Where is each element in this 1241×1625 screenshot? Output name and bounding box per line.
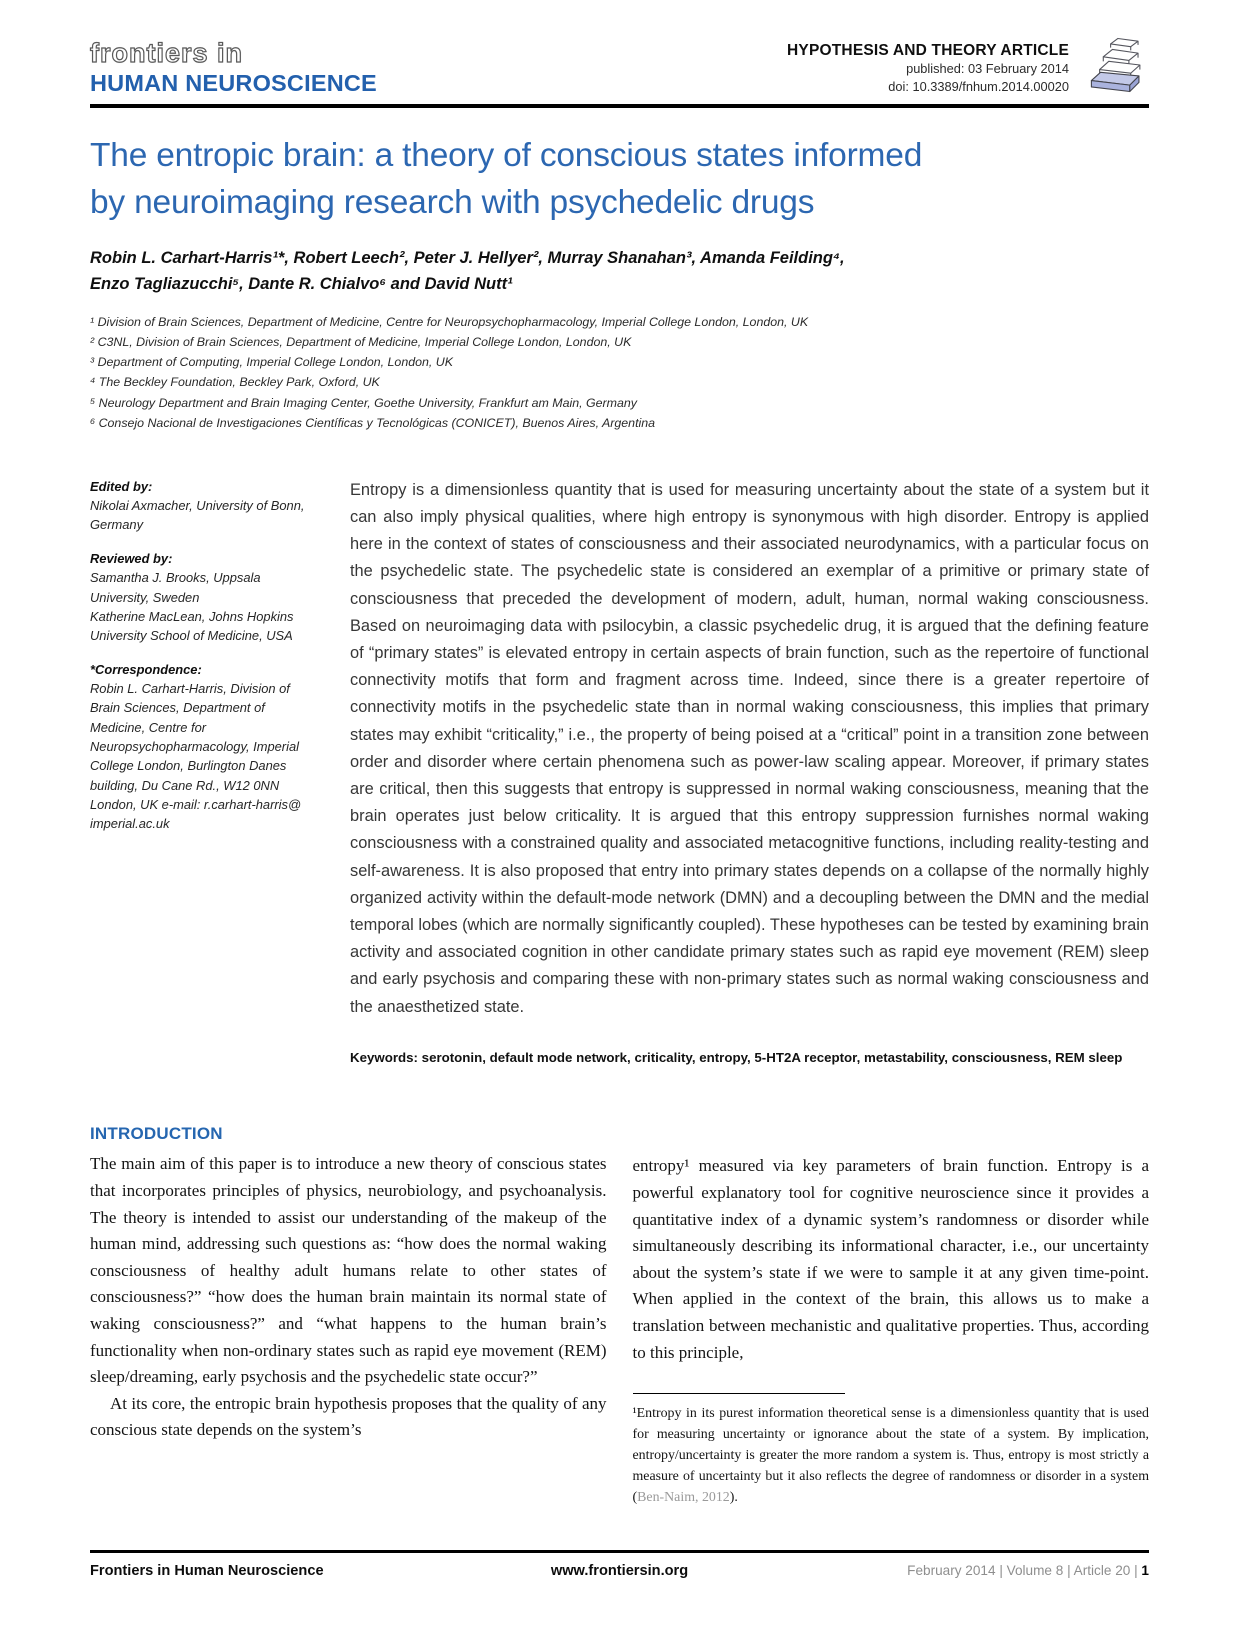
introduction-heading: INTRODUCTION (90, 1124, 223, 1144)
affiliation-line: ³ Department of Computing, Imperial College London, London, UK (90, 355, 453, 370)
edited-by-label: Edited by: (90, 478, 153, 494)
article-meta (787, 42, 1069, 96)
footnote-text (633, 1403, 1150, 1508)
journal-brand (90, 40, 377, 97)
edited-by-text: Nikolai Axmacher, University of Bonn, Germany (90, 498, 305, 533)
abstract-section (90, 477, 1149, 1069)
intro-right-column (633, 1124, 1150, 1508)
published-date: published: 03 February 2014 (906, 61, 1069, 76)
edited-by-block (90, 477, 312, 535)
intro-paragraph-2: At its core, the entropic brain hypothesis proposes that the quality of any conscious state depends on the system’s (90, 1393, 607, 1440)
frontiers-logo-icon (1085, 36, 1149, 94)
footnote-suffix: ). (729, 1490, 738, 1506)
intro-paragraph-1: The main aim of this paper is to introduce a new theory of conscious states that incorporates principles of physics, neurobiology, and psychoanalysis. The theory is intended to assist our understanding of the makeup of the human mind, addressing such questions as: “how does the normal waking consciousness of healthy adult humans relate to other states of consciousness?” “how does the human brain maintain its normal state of waking consciousness?” and “what happens to the human brain’s functionality when non-ordinary states such as rapid eye movement (REM) sleep/dreaming, early psychosis and the psychedelic state occur?” (90, 1154, 607, 1387)
intro-left-column (90, 1124, 607, 1508)
correspondence-text: Robin L. Carhart-Harris, Division of Brain Sciences, Department of Medicine, Centre for Neuropsychopharmacology, Imperial College London, Burlington Danes building, Du Cane Rd., W12 0NN London, UK e-mail: r.carhart-harris@ imperial.ac.uk (90, 680, 302, 832)
keywords-line: Keywords: serotonin, default mode network, criticality, entropy, 5-HT2A receptor, metastability, consciousness, REM sleep (350, 1049, 1123, 1065)
abstract-column (350, 477, 1149, 1069)
footnote-rule (633, 1393, 845, 1394)
article-type-label: HYPOTHESIS AND THEORY ARTICLE (787, 42, 1069, 59)
editorial-sidebar (90, 477, 312, 1069)
affiliations-list (90, 312, 1149, 433)
affiliation-line: ² C3NL, Division of Brain Sciences, Department of Medicine, Imperial College London, London, UK (90, 335, 632, 350)
footnote-block (633, 1393, 1150, 1508)
reviewed-by-label: Reviewed by: (90, 550, 173, 566)
brand-journal-name: HUMAN NEUROSCIENCE (90, 70, 377, 96)
affiliation-line: ¹ Division of Brain Sciences, Department of Medicine, Centre for Neuropsychopharmacology, Imperial College London, London, UK (90, 315, 809, 330)
header-rule (90, 104, 1149, 108)
footer-issue-info (725, 1563, 1149, 1578)
correspondence-block (90, 660, 312, 834)
reviewed-by-block (90, 549, 312, 646)
authors-line2: Enzo Tagliazucchi⁵, Dante R. Chialvo⁶ and David Nutt¹ (90, 274, 513, 293)
footer-page-number: 1 (1141, 1563, 1149, 1578)
correspondence-label: *Correspondence: (90, 661, 202, 677)
affiliation-line: ⁴ The Beckley Foundation, Beckley Park, Oxford, UK (90, 375, 380, 390)
doi-text: doi: 10.3389/fnhum.2014.00020 (888, 79, 1069, 95)
affiliation-line: ⁶ Consejo Nacional de Investigaciones Científicas y Tecnológicas (CONICET), Buenos Aires, Argentina (90, 415, 656, 430)
reviewer-entry: Katherine MacLean, Johns Hopkins University School of Medicine, USA (90, 608, 294, 644)
footnote-body: ¹Entropy in its purest information theoretical sense is a dimensionless quantity that is used for measuring uncertainty or ignorance about the state of a system. By implication, entropy/uncertainty is greater the more random a system is. Thus, entropy is most strictly a measure of uncertainty but it also reflects the degree of randomness or disorder in a system ( (632, 1406, 1149, 1506)
footer-website-link[interactable]: www.frontiersin.org (550, 1563, 689, 1579)
footer-issue-text: February 2014 | Volume 8 | Article 20 (907, 1563, 1131, 1578)
header-meta-block (787, 40, 1149, 96)
footer-separator: | (1130, 1563, 1142, 1578)
page-header (90, 40, 1149, 97)
affiliation-line: ⁵ Neurology Department and Brain Imaging Center, Goethe University, Frankfurt am Main, Germany (90, 395, 637, 410)
citation-link[interactable]: Ben-Naim, 2012 (637, 1490, 730, 1506)
article-title (90, 132, 1149, 226)
intro-paragraph-3: entropy¹ measured via key parameters of brain function. Entropy is a powerful explanatory tool for cognitive neuroscience since it provides a quantitative index of a dynamic system’s randomness or disorder while simultaneously describing its informational character, i.e., our uncertainty about the system’s state if we were to sample it at any given time-point. When applied in the context of the brain, this allows us to make a translation between mechanistic and qualitative properties. Thus, according to this principle, (632, 1156, 1149, 1362)
footer-journal-name: Frontiers in Human Neuroscience (90, 1563, 324, 1579)
brand-frontiers-in: frontiers in (90, 38, 244, 68)
page-footer (90, 1550, 1149, 1579)
article-title-line1: The entropic brain: a theory of conscious states informed (90, 137, 923, 175)
authors-line1: Robin L. Carhart-Harris¹*, Robert Leech², Peter J. Hellyer², Murray Shanahan³, Amanda Feilding⁴, (90, 249, 845, 268)
authors-list (90, 246, 1149, 297)
abstract-text: Entropy is a dimensionless quantity that is used for measuring uncertainty about the state of a system but it can also imply physical qualities, where high entropy is synonymous with high disorder. Entropy is applied here in the context of states of consciousness and their associated neurodynamics, with a particular focus on the psychedelic state. The psychedelic state is considered an exemplar of a primitive or primary state of consciousness that preceded the development of modern, adult, human, normal waking consciousness. Based on neuroimaging data with psilocybin, a classic psychedelic drug, it is argued that the defining feature of “primary states” is elevated entropy in certain aspects of brain function, such as the repertoire of functional connectivity motifs that form and fragment across time. Indeed, since there is a greater repertoire of connectivity motifs in the psychedelic state than in normal waking consciousness, this implies that primary states may exhibit “criticality,” i.e., the property of being poised at a “critical” point in a transition zone between order and disorder where certain phenomena such as power-law scaling appear. Moreover, if primary states are critical, then this suggests that entropy is suppressed in normal waking consciousness, meaning that the brain operates just below criticality. It is argued that this entropy suppression furnishes normal waking consciousness with a constrained quality and associated metacognitive functions, including reality-testing and self-awareness. It is also proposed that entry into primary states depends on a collapse of the normally highly organized activity within the default-mode network (DMN) and a decoupling between the DMN and the medial temporal lobes (which are normally significantly coupled). These hypotheses can be tested by examining brain activity and associated cognition in other candidate primary states such as rapid eye movement (REM) sleep and early psychosis and comparing these with non-primary states such as normal waking consciousness and the anaesthetized state. (350, 480, 1149, 1016)
introduction-section (90, 1124, 1149, 1508)
reviewer-entry: Samantha J. Brooks, Uppsala University, Sweden (90, 570, 261, 605)
article-title-line2: by neuroimaging research with psychedelic drugs (90, 184, 815, 222)
